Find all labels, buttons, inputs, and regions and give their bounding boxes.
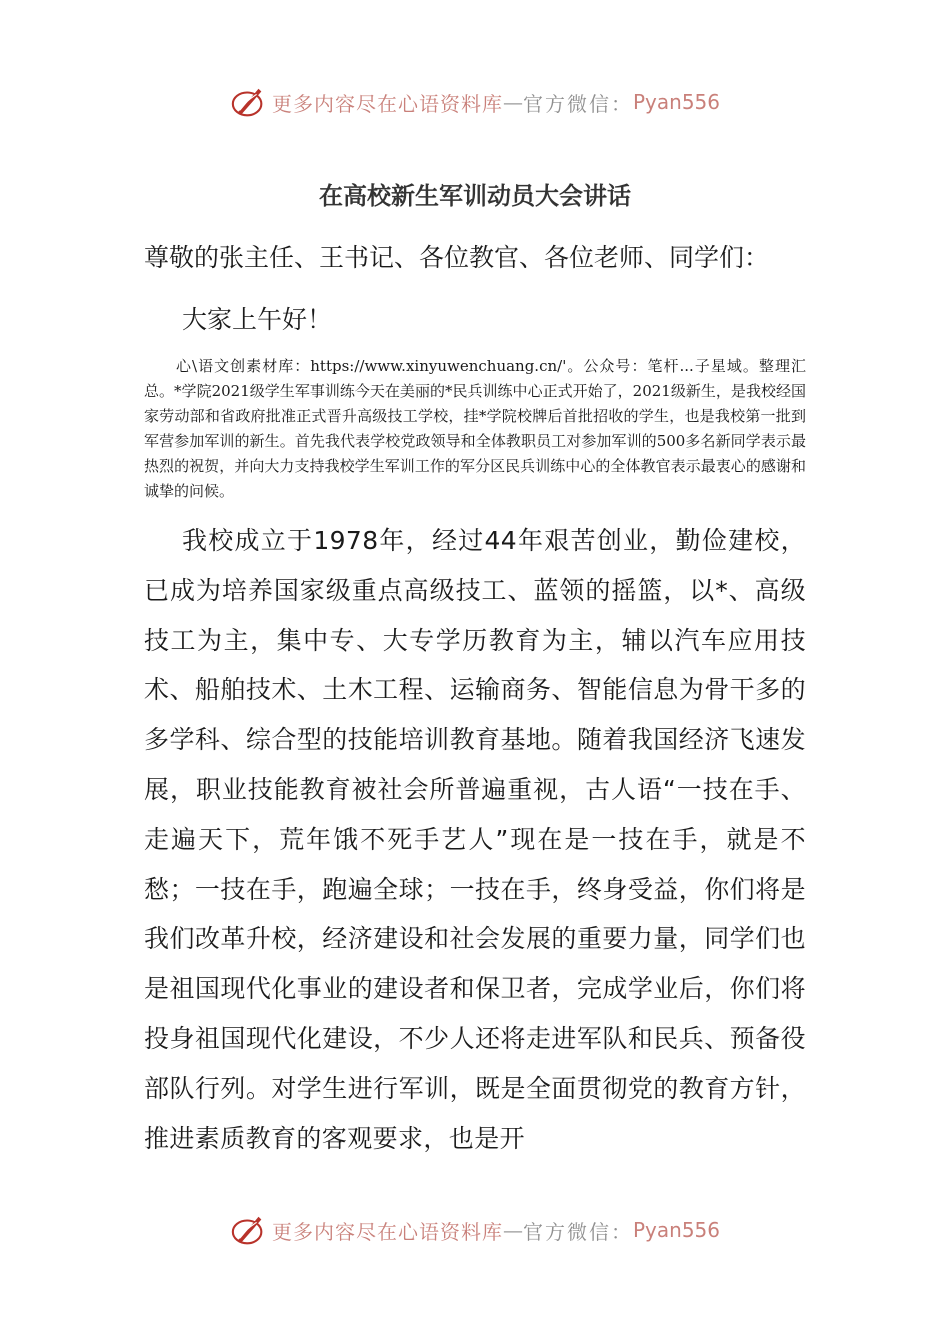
banner-dash: — [502, 90, 523, 114]
footer-watermark-banner [0, 1208, 950, 1252]
header-watermark-banner [0, 80, 950, 124]
document-title: 在高校新生军训动员大会讲话 [319, 182, 631, 210]
intro-paragraph: 心\语文创素材库：https://www.xinyuwenchuang.cn/'。公众号：笔杆...子星域。整理汇总。*学院2021级学生军事训练今天在美丽的*民兵训练中心正式开始了，2021级新生，是我校经国家劳动部和省政府批准正式晋升高级技工学校，挂*学院校牌后首批招收的学生，也是我校第一批到军营参加军训的新生。首先我代表学校党政领导和全体教职员工对参加军训的500多名新同学表示最热烈的祝贺，并向大力支持我校学生军训工作的军分区民兵训练中心的全体教官表示最衷心的感谢和诚挚的问候。 [144, 357, 806, 500]
main-paragraph: 我校成立于1978年，经过44年艰苦创业，勤俭建校，已成为培养国家级重点高级技工、蓝领的摇篮，以*、高级技工为主，集中专、大专学历教育为主，辅以汽车应用技术、船舶技术、土木工程、运输商务、智能信息为骨干多的多学科、综合型的技能培训教育基地。随着我国经济飞速发展，职业技能教育被社会所普遍重视，古人语“一技在手、走遍天下，荒年饿不死手艺人”现在是一技在手，就是不愁；一技在手，跑遍全球；一技在手，终身受益，你们将是我们改革升校，经济建设和社会发展的重要力量，同学们也是祖国现代化事业的建设者和保卫者，完成学业后，你们将投身祖国现代化建设，不少人还将走进军队和民兵、预备役部队行列。对学生进行军训，既是全面贯彻党的教育方针，推进素质教育的客观要求，也是开 [144, 526, 806, 1153]
banner-wechat-id: Pyan556 [632, 90, 720, 114]
salutation: 尊敬的张主任、王书记、各位教官、各位老师、同学们： [144, 243, 770, 272]
banner-wechat-label: 官方微信： [522, 91, 633, 116]
banner-dash: — [502, 1218, 523, 1242]
banner-text: 更多内容尽在心语资料库 [271, 91, 503, 116]
quill-pen-logo-icon [230, 83, 268, 121]
greeting: 大家上午好！ [182, 305, 333, 334]
banner-wechat-label: 官方微信： [522, 1219, 633, 1244]
quill-pen-logo-icon [230, 1211, 268, 1249]
banner-text: 更多内容尽在心语资料库 [271, 1219, 503, 1244]
banner-wechat-id: Pyan556 [632, 1218, 720, 1242]
